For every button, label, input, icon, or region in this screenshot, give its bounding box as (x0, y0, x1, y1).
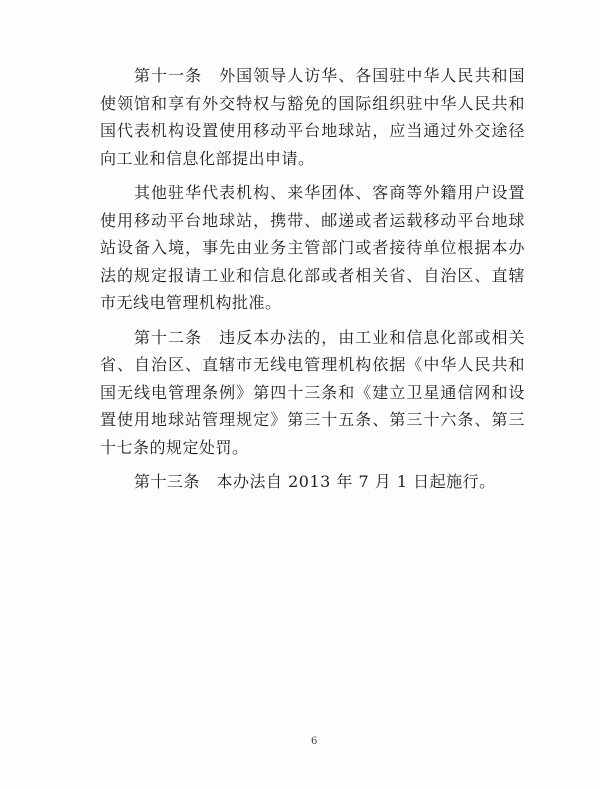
paragraph-article-11: 第十一条 外国领导人访华、各国驻中华人民共和国使领馆和享有外交特权与豁免的国际组织驻中华人民共和国代表机构设置使用移动平台地球站，应当通过外交途径向工业和信息化部提出申请。 (100, 66, 525, 168)
document-body (100, 62, 525, 496)
paragraph-article-13: 第十三条 本办法自 2013 年 7 月 1 日起施行。 (134, 472, 496, 491)
paragraph-article-12: 第十二条 违反本办法的，由工业和信息化部或相关省、自治区、直辖市无线电管理机构依据《中华人民共和国无线电管理条例》第四十三条和《建立卫星通信网和设置使用地球站管理规定》第三十五条、第三十六条、第三十七条的规定处罚。 (100, 327, 525, 457)
page-number: 6 (311, 736, 318, 747)
paragraph-other-users: 其他驻华代表机构、来华团体、客商等外籍用户设置使用移动平台地球站，携带、邮递或者运载移动平台地球站设备入境，事先由业务主管部门或者接待单位根据本办法的规定报请工业和信息化部或者相关省、自治区、直辖市无线电管理机构批准。 (100, 183, 525, 312)
